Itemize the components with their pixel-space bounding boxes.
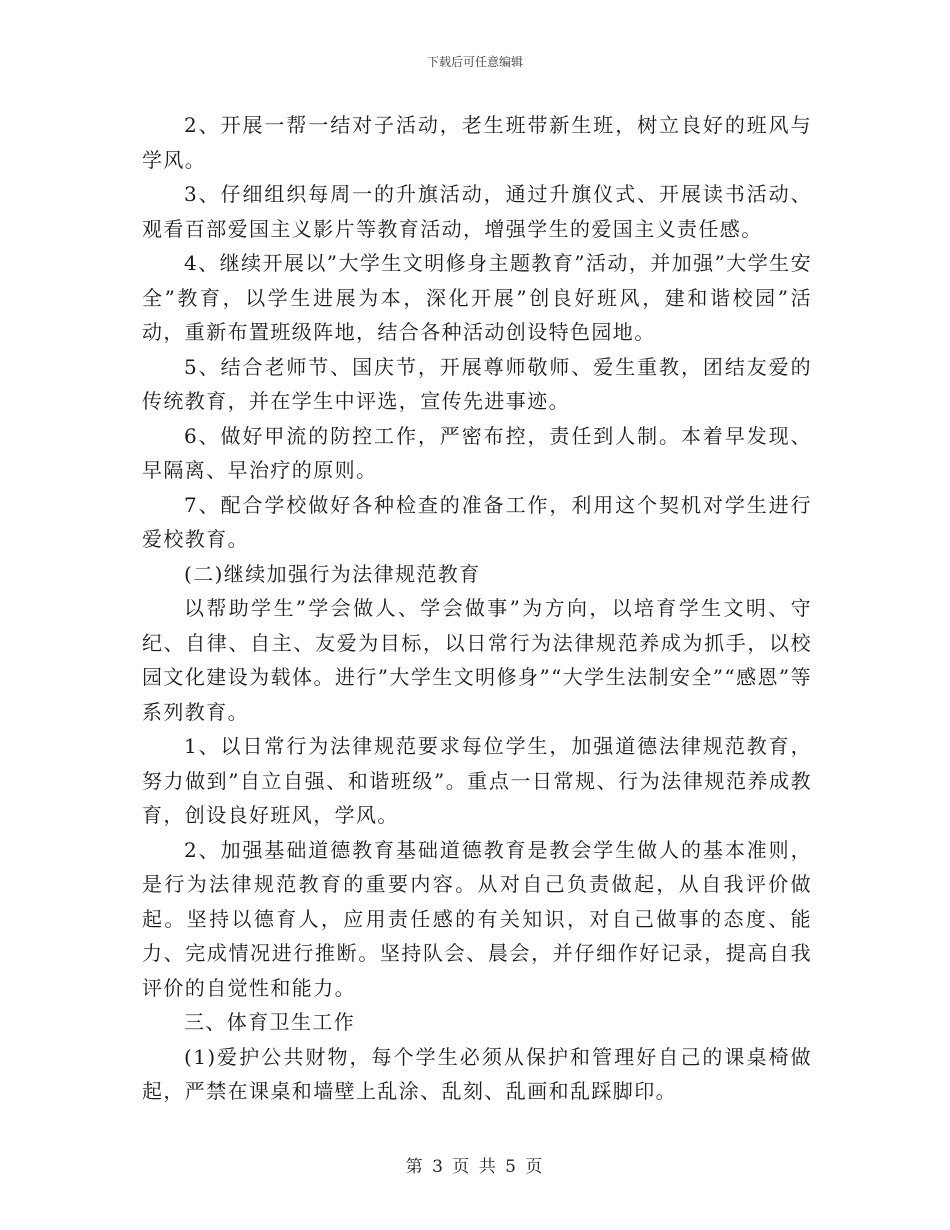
document-body (142, 108, 812, 1109)
section-heading-sports: 三、体育卫生工作 (184, 1010, 356, 1034)
page-footer: 第 3 页 共 5 页 (405, 1157, 545, 1177)
paragraph-item-7: 7、配合学校做好各种检查的准备工作，利用这个契机对学生进行爱校教育。 (142, 492, 812, 551)
page-header: 下载后可任意编辑 (426, 55, 523, 69)
paragraph-item-3: 3、仔细组织每周一的升旗活动，通过升旗仪式、开展读书活动、观看百部爱国主义影片等教育活动，增强学生的爱国主义责任感。 (142, 182, 812, 241)
section-heading-behavior: (二)继续加强行为法律规范教育 (184, 561, 481, 586)
paragraph-behavior-intro: 以帮助学生”学会做人、学会做事”为方向，以培育学生文明、守纪、自律、自主、友爱为目标，以日常行为法律规范养成为抓手，以校园文化建设为载体。进行”大学生文明修身”“大学生法制安全”“感恩”等系列教育。 (142, 596, 812, 724)
paragraph-item-2: 2、开展一帮一结对子活动，老生班带新生班，树立良好的班风与学风。 (142, 113, 812, 172)
paragraph-behavior-2: 2、加强基础道德教育基础道德教育是教会学生做人的基本准则，是行为法律规范教育的重要内容。从对自己负责做起，从自我评价做起。坚持以德育人，应用责任感的有关知识，对自己做事的态度、能力、完成情况进行推断。坚持队会、晨会，并仔细作好记录，提高自我评价的自觉性和能力。 (142, 837, 812, 1000)
paragraph-item-4: 4、继续开展以”大学生文明修身主题教育”活动，并加强”大学生安全”教育，以学生进展为本，深化开展”创良好班风，建和谐校园”活动，重新布置班级阵地，结合各种活动创设特色园地。 (142, 251, 812, 344)
paragraph-item-5: 5、结合老师节、国庆节，开展尊师敬师、爱生重教，团结友爱的传统教育，并在学生中评选，宣传先进事迹。 (142, 354, 812, 413)
paragraph-behavior-1: 1、以日常行为法律规范要求每位学生，加强道德法律规范教育，努力做到”自立自强、和谐班级”。重点一日常规、行为法律规范养成教育，创设良好班风，学风。 (142, 734, 812, 827)
paragraph-item-6: 6、做好甲流的防控工作，严密布控，责任到人制。本着早发现、早隔离、早治疗的原则。 (142, 423, 812, 482)
paragraph-sports-1: (1)爱护公共财物，每个学生必须从保护和管理好自己的课桌椅做起，严禁在课桌和墙壁上乱涂、乱刻、乱画和乱踩脚印。 (142, 1044, 812, 1103)
